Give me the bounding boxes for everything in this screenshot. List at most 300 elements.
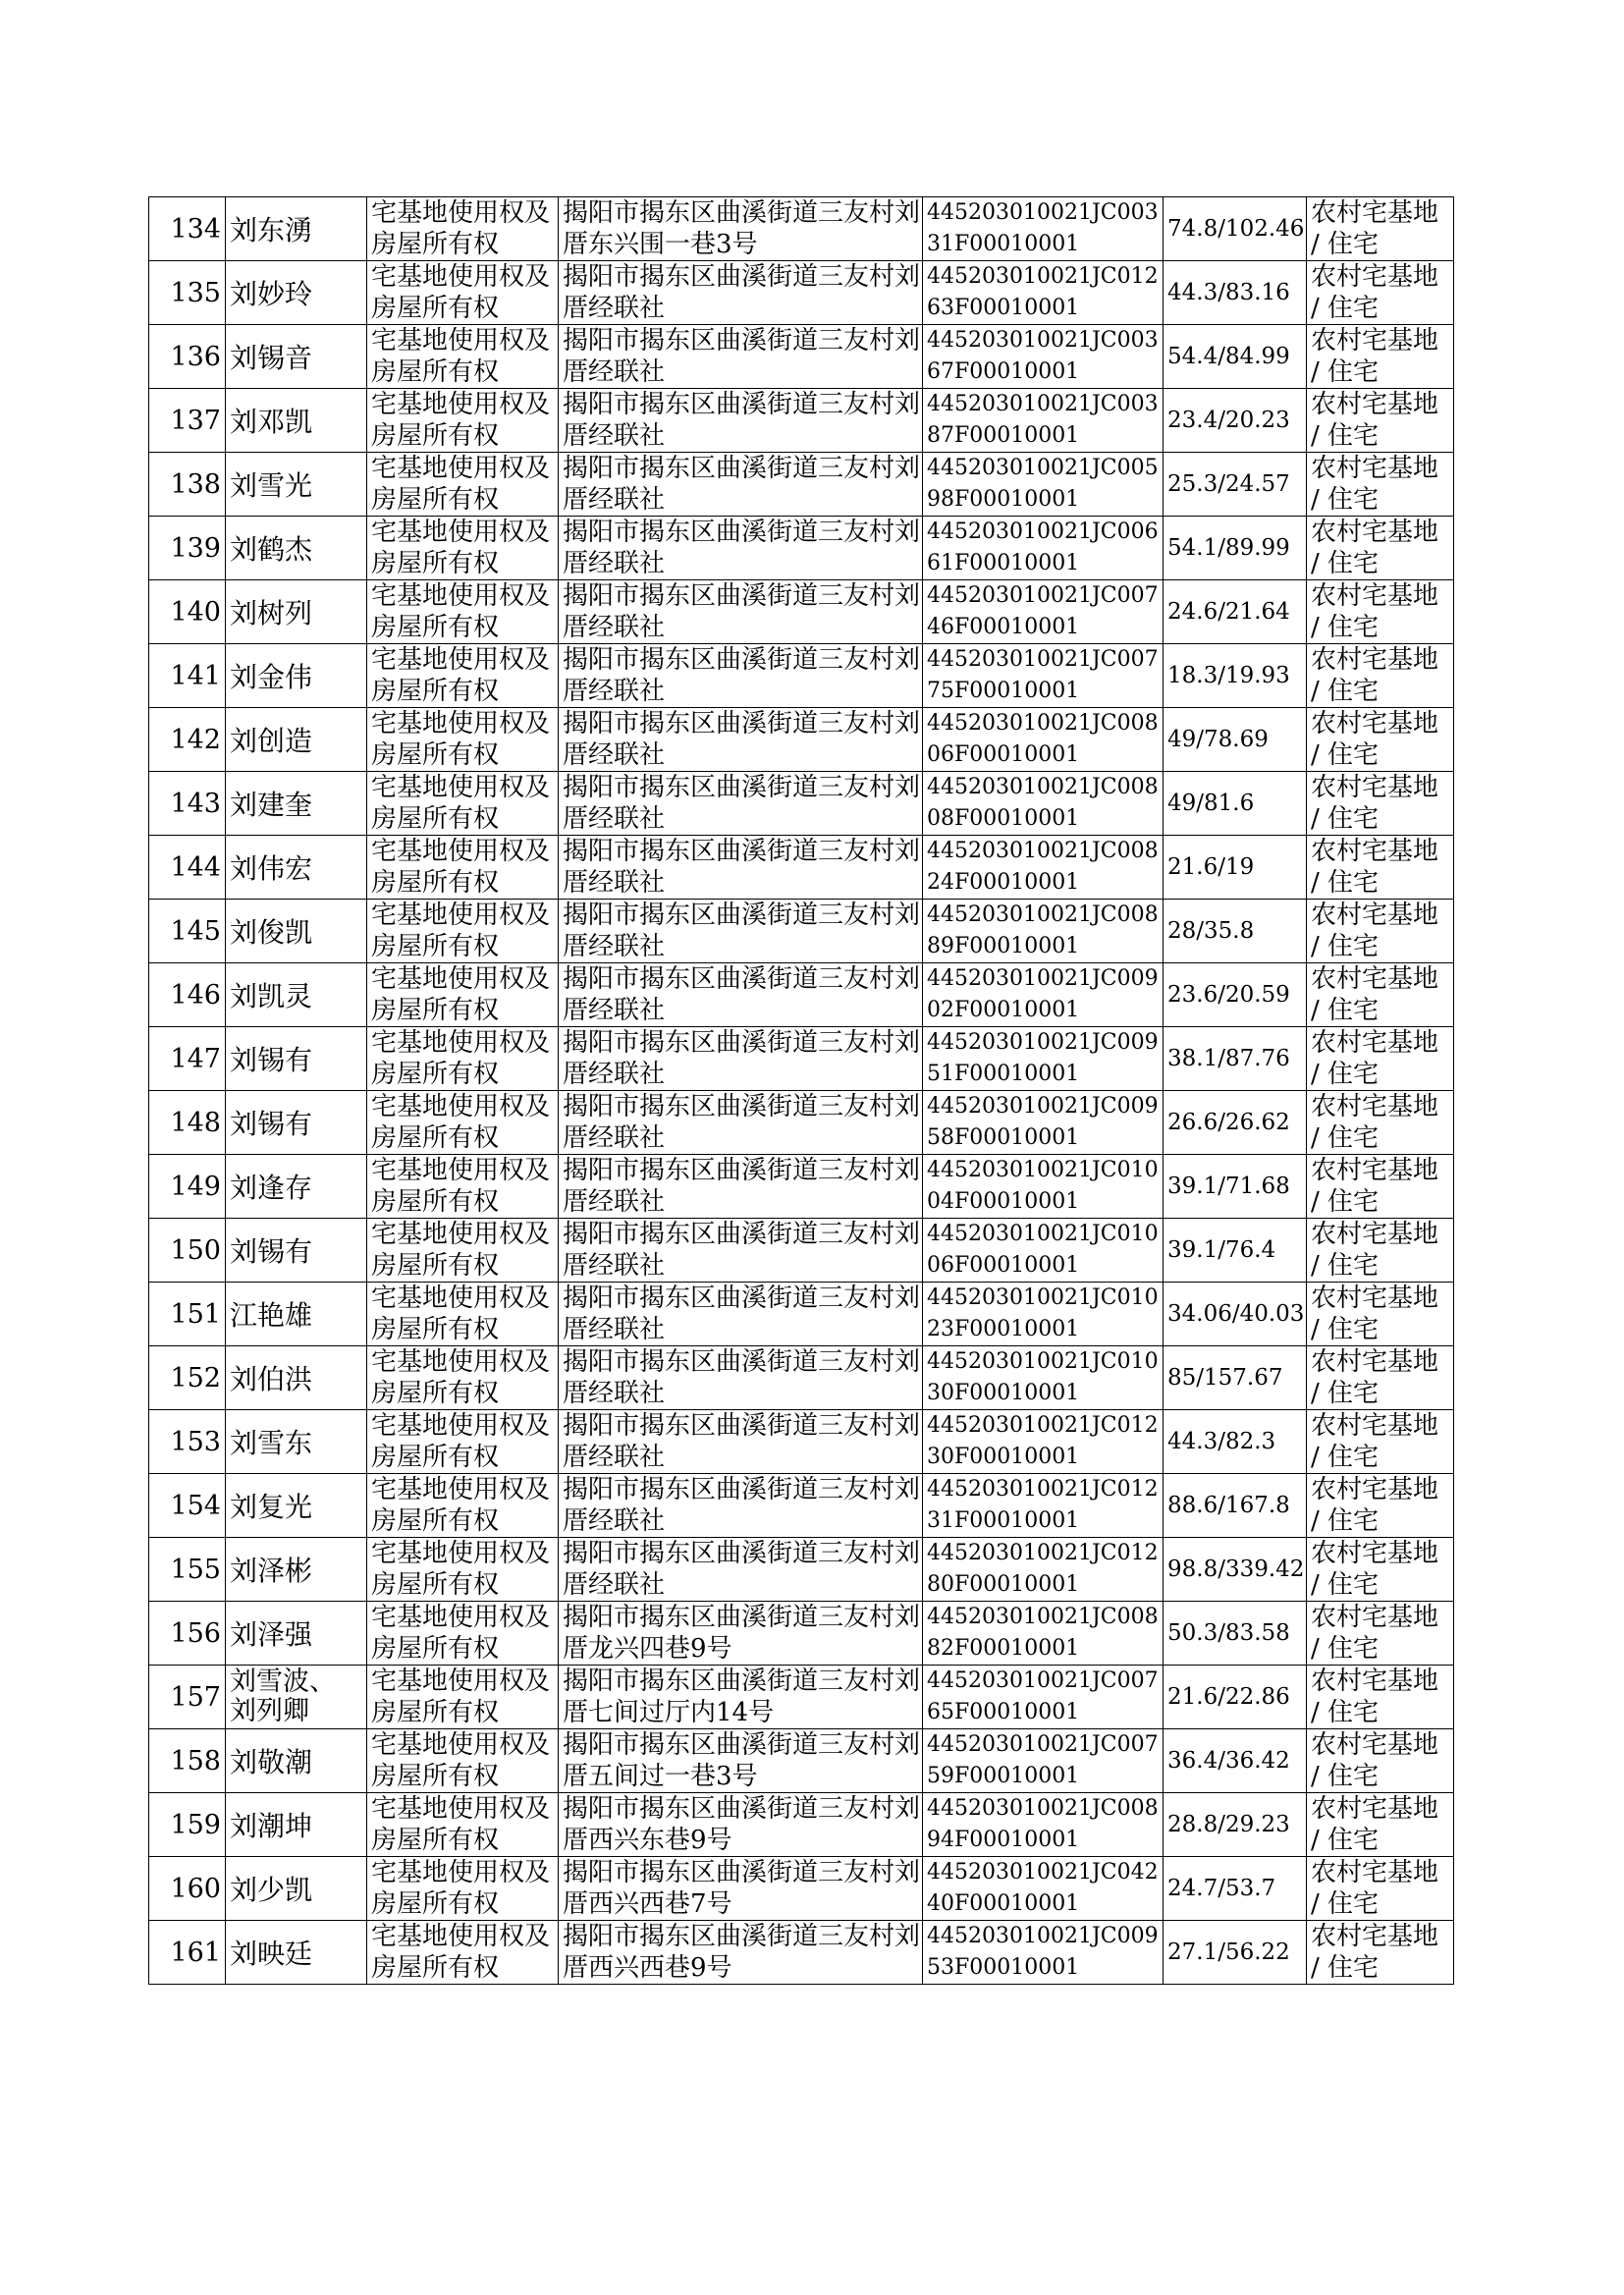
land-use-cell: [1307, 900, 1454, 963]
area-value: 44.3/82.3: [1167, 1429, 1276, 1454]
table-row: [149, 1857, 1454, 1921]
property-address: 揭阳市揭东区曲溪街道三友村刘厝经联社: [563, 1475, 921, 1536]
owner-name: 刘复光: [230, 1491, 313, 1523]
land-use-cell: [1307, 580, 1454, 644]
right-type-cell: [367, 772, 559, 836]
unit-code-cell: [923, 644, 1164, 708]
right-type: 宅基地使用权及房屋所有权: [371, 1730, 551, 1791]
row-number: 146: [170, 979, 221, 1011]
right-type-cell: [367, 1538, 559, 1602]
row-number: 154: [170, 1490, 221, 1521]
unit-code: 445203010021JC04240F00010001: [927, 1860, 1159, 1916]
unit-code: 445203010021JC00902F00010001: [927, 966, 1159, 1022]
row-number-cell: [149, 1346, 226, 1410]
land-use: 农村宅基地 / 住宅: [1311, 645, 1439, 706]
row-number: 142: [170, 724, 221, 755]
owner-name: 刘树列: [230, 597, 313, 629]
land-use: 农村宅基地 / 住宅: [1311, 1092, 1439, 1153]
property-address-cell: [559, 1155, 923, 1219]
area-value-cell: [1164, 197, 1307, 261]
unit-code-cell: [923, 1027, 1164, 1091]
right-type-cell: [367, 1219, 559, 1283]
unit-code-cell: [923, 963, 1164, 1027]
land-use: 农村宅基地 / 住宅: [1311, 1539, 1439, 1600]
unit-code-cell: [923, 261, 1164, 325]
property-address-cell: [559, 963, 923, 1027]
owner-name-cell: [226, 1346, 367, 1410]
unit-code: 445203010021JC01263F00010001: [927, 264, 1159, 320]
unit-code: 445203010021JC00958F00010001: [927, 1094, 1159, 1150]
unit-code: 445203010021JC00661F00010001: [927, 519, 1159, 575]
land-use-cell: [1307, 1921, 1454, 1985]
property-address: 揭阳市揭东区曲溪街道三友村刘厝经联社: [563, 837, 921, 898]
property-address: 揭阳市揭东区曲溪街道三友村刘厝经联社: [563, 709, 921, 770]
right-type-cell: [367, 1474, 559, 1538]
owner-name: 刘伟宏: [230, 852, 313, 885]
land-use-cell: [1307, 1410, 1454, 1474]
area-value: 39.1/71.68: [1167, 1174, 1290, 1199]
unit-code-cell: [923, 197, 1164, 261]
owner-name: 刘锡有: [230, 1044, 313, 1076]
property-address-cell: [559, 1729, 923, 1793]
row-number: 152: [170, 1362, 221, 1393]
table-row: [149, 1793, 1454, 1857]
table-row: [149, 453, 1454, 517]
right-type: 宅基地使用权及房屋所有权: [371, 901, 551, 961]
row-number: 141: [170, 660, 221, 691]
right-type-cell: [367, 963, 559, 1027]
right-type: 宅基地使用权及房屋所有权: [371, 1028, 551, 1089]
table-row: [149, 1921, 1454, 1985]
right-type-cell: [367, 1091, 559, 1155]
owner-name: 刘锡有: [230, 1108, 313, 1140]
right-type: 宅基地使用权及房屋所有权: [371, 581, 551, 642]
right-type-cell: [367, 580, 559, 644]
area-value-cell: [1164, 836, 1307, 900]
area-value-cell: [1164, 644, 1307, 708]
land-use: 农村宅基地 / 住宅: [1311, 518, 1439, 578]
right-type: 宅基地使用权及房屋所有权: [371, 645, 551, 706]
row-number: 134: [170, 213, 221, 245]
owner-name-cell: [226, 1602, 367, 1666]
area-value: 23.4/20.23: [1167, 408, 1290, 433]
owner-name-cell: [226, 1283, 367, 1346]
table-row: [149, 325, 1454, 389]
right-type-cell: [367, 1346, 559, 1410]
area-value: 28/35.8: [1167, 918, 1255, 944]
area-value: 24.7/53.7: [1167, 1876, 1276, 1901]
land-use: 农村宅基地 / 住宅: [1311, 709, 1439, 770]
property-address: 揭阳市揭东区曲溪街道三友村刘厝经联社: [563, 1156, 921, 1217]
owner-name: 刘建奎: [230, 789, 313, 821]
area-value-cell: [1164, 900, 1307, 963]
property-address: 揭阳市揭东区曲溪街道三友村刘厝经联社: [563, 1092, 921, 1153]
row-number-cell: [149, 1474, 226, 1538]
right-type-cell: [367, 1857, 559, 1921]
owner-name-cell: [226, 708, 367, 772]
area-value: 85/157.67: [1167, 1365, 1283, 1391]
row-number-cell: [149, 1729, 226, 1793]
area-value-cell: [1164, 1155, 1307, 1219]
right-type: 宅基地使用权及房屋所有权: [371, 1858, 551, 1919]
land-use: 农村宅基地 / 住宅: [1311, 1858, 1439, 1919]
table-row: [149, 261, 1454, 325]
property-address: 揭阳市揭东区曲溪街道三友村刘厝经联社: [563, 773, 921, 834]
row-number-cell: [149, 325, 226, 389]
land-use-cell: [1307, 1155, 1454, 1219]
unit-code-cell: [923, 325, 1164, 389]
land-use-cell: [1307, 1602, 1454, 1666]
property-address: 揭阳市揭东区曲溪街道三友村刘厝西兴西巷7号: [563, 1858, 921, 1919]
owner-name-cell: [226, 197, 367, 261]
owner-name: 刘锡音: [230, 342, 313, 374]
area-value-cell: [1164, 1602, 1307, 1666]
right-type-cell: [367, 1921, 559, 1985]
area-value-cell: [1164, 261, 1307, 325]
row-number: 139: [170, 532, 221, 564]
unit-code-cell: [923, 1474, 1164, 1538]
table-row: [149, 963, 1454, 1027]
property-address: 揭阳市揭东区曲溪街道三友村刘厝经联社: [563, 581, 921, 642]
area-value: 49/78.69: [1167, 727, 1269, 752]
area-value: 39.1/76.4: [1167, 1237, 1276, 1263]
owner-name: 刘泽强: [230, 1618, 313, 1651]
property-address-cell: [559, 644, 923, 708]
property-address: 揭阳市揭东区曲溪街道三友村刘厝经联社: [563, 1028, 921, 1089]
table-row: [149, 708, 1454, 772]
owner-name-cell: [226, 1666, 367, 1729]
row-number-cell: [149, 708, 226, 772]
unit-code-cell: [923, 708, 1164, 772]
right-type-cell: [367, 1602, 559, 1666]
unit-code-cell: [923, 389, 1164, 453]
row-number: 145: [170, 915, 221, 947]
unit-code-cell: [923, 772, 1164, 836]
area-value-cell: [1164, 1474, 1307, 1538]
land-use: 农村宅基地 / 住宅: [1311, 964, 1439, 1025]
right-type: 宅基地使用权及房屋所有权: [371, 1667, 551, 1727]
property-address-cell: [559, 389, 923, 453]
right-type-cell: [367, 1155, 559, 1219]
property-address-cell: [559, 772, 923, 836]
owner-name-cell: [226, 1091, 367, 1155]
unit-code: 445203010021JC00806F00010001: [927, 711, 1159, 767]
area-value: 34.06/40.03: [1167, 1301, 1305, 1327]
right-type-cell: [367, 1666, 559, 1729]
row-number: 160: [170, 1873, 221, 1904]
unit-code-cell: [923, 1283, 1164, 1346]
area-value: 74.8/102.46: [1167, 216, 1305, 242]
unit-code-cell: [923, 1219, 1164, 1283]
land-use-cell: [1307, 1219, 1454, 1283]
area-value-cell: [1164, 389, 1307, 453]
property-address: 揭阳市揭东区曲溪街道三友村刘厝经联社: [563, 1220, 921, 1281]
property-address-cell: [559, 836, 923, 900]
owner-name: 刘凯灵: [230, 980, 313, 1012]
right-type-cell: [367, 1283, 559, 1346]
property-address: 揭阳市揭东区曲溪街道三友村刘厝东兴围一巷3号: [563, 198, 921, 259]
unit-code: 445203010021JC00367F00010001: [927, 328, 1159, 384]
land-use-cell: [1307, 708, 1454, 772]
property-address: 揭阳市揭东区曲溪街道三友村刘厝经联社: [563, 262, 921, 323]
unit-code-cell: [923, 1602, 1164, 1666]
right-type: 宅基地使用权及房屋所有权: [371, 1922, 551, 1983]
row-number-cell: [149, 261, 226, 325]
unit-code-cell: [923, 1857, 1164, 1921]
area-value-cell: [1164, 772, 1307, 836]
owner-name: 刘伯洪: [230, 1363, 313, 1395]
land-use-cell: [1307, 389, 1454, 453]
property-address: 揭阳市揭东区曲溪街道三友村刘厝经联社: [563, 326, 921, 387]
table-body: [149, 197, 1454, 1985]
area-value-cell: [1164, 453, 1307, 517]
area-value-cell: [1164, 325, 1307, 389]
owner-name-cell: [226, 325, 367, 389]
property-address-cell: [559, 1921, 923, 1985]
registry-table: [148, 196, 1454, 1985]
unit-code: 445203010021JC00951F00010001: [927, 1030, 1159, 1086]
property-address: 揭阳市揭东区曲溪街道三友村刘厝经联社: [563, 645, 921, 706]
row-number-cell: [149, 772, 226, 836]
unit-code: 445203010021JC00889F00010001: [927, 902, 1159, 958]
property-address: 揭阳市揭东区曲溪街道三友村刘厝经联社: [563, 518, 921, 578]
unit-code: 445203010021JC00775F00010001: [927, 647, 1159, 703]
owner-name: 刘少凯: [230, 1874, 313, 1906]
unit-code: 445203010021JC01230F00010001: [927, 1413, 1159, 1469]
property-address-cell: [559, 1474, 923, 1538]
owner-name: 刘泽彬: [230, 1555, 313, 1587]
unit-code: 445203010021JC00882F00010001: [927, 1605, 1159, 1661]
row-number-cell: [149, 1857, 226, 1921]
row-number: 140: [170, 596, 221, 628]
area-value: 25.3/24.57: [1167, 471, 1290, 497]
unit-code: 445203010021JC00331F00010001: [927, 200, 1159, 256]
owner-name-cell: [226, 1793, 367, 1857]
land-use-cell: [1307, 1283, 1454, 1346]
row-number-cell: [149, 1793, 226, 1857]
property-address: 揭阳市揭东区曲溪街道三友村刘厝经联社: [563, 1411, 921, 1472]
owner-name-cell: [226, 453, 367, 517]
property-address: 揭阳市揭东区曲溪街道三友村刘厝五间过一巷3号: [563, 1730, 921, 1791]
row-number-cell: [149, 644, 226, 708]
property-address-cell: [559, 1027, 923, 1091]
land-use-cell: [1307, 325, 1454, 389]
owner-name-cell: [226, 1027, 367, 1091]
right-type-cell: [367, 389, 559, 453]
area-value-cell: [1164, 963, 1307, 1027]
owner-name: 刘逢存: [230, 1172, 313, 1204]
owner-name-cell: [226, 836, 367, 900]
right-type: 宅基地使用权及房屋所有权: [371, 1092, 551, 1153]
area-value: 21.6/22.86: [1167, 1684, 1290, 1710]
row-number: 143: [170, 788, 221, 819]
right-type-cell: [367, 517, 559, 580]
unit-code: 445203010021JC01030F00010001: [927, 1349, 1159, 1405]
property-address: 揭阳市揭东区曲溪街道三友村刘厝经联社: [563, 1347, 921, 1408]
area-value-cell: [1164, 1857, 1307, 1921]
owner-name: 刘金伟: [230, 661, 313, 693]
row-number: 161: [170, 1937, 221, 1968]
property-address-cell: [559, 1666, 923, 1729]
area-value-cell: [1164, 1027, 1307, 1091]
land-use-cell: [1307, 963, 1454, 1027]
right-type: 宅基地使用权及房屋所有权: [371, 1156, 551, 1217]
unit-code-cell: [923, 836, 1164, 900]
area-value: 50.3/83.58: [1167, 1620, 1290, 1646]
area-value: 18.3/19.93: [1167, 663, 1290, 688]
land-use: 农村宅基地 / 住宅: [1311, 1922, 1439, 1983]
property-address: 揭阳市揭东区曲溪街道三友村刘厝经联社: [563, 964, 921, 1025]
unit-code-cell: [923, 1729, 1164, 1793]
unit-code: 445203010021JC00894F00010001: [927, 1796, 1159, 1852]
table-row: [149, 389, 1454, 453]
property-address-cell: [559, 197, 923, 261]
owner-name: 刘邓凯: [230, 406, 313, 438]
area-value: 27.1/56.22: [1167, 1940, 1290, 1965]
row-number: 147: [170, 1043, 221, 1074]
unit-code: 445203010021JC00824F00010001: [927, 839, 1159, 895]
right-type: 宅基地使用权及房屋所有权: [371, 1347, 551, 1408]
unit-code: 445203010021JC01280F00010001: [927, 1541, 1159, 1597]
table-row: [149, 644, 1454, 708]
right-type-cell: [367, 1729, 559, 1793]
right-type-cell: [367, 1410, 559, 1474]
row-number-cell: [149, 453, 226, 517]
land-use-cell: [1307, 1729, 1454, 1793]
unit-code-cell: [923, 900, 1164, 963]
row-number: 157: [170, 1681, 221, 1713]
area-value: 54.4/84.99: [1167, 344, 1290, 369]
right-type: 宅基地使用权及房屋所有权: [371, 1411, 551, 1472]
unit-code-cell: [923, 1155, 1164, 1219]
unit-code-cell: [923, 1410, 1164, 1474]
right-type: 宅基地使用权及房屋所有权: [371, 1475, 551, 1536]
land-use: 农村宅基地 / 住宅: [1311, 198, 1439, 259]
unit-code-cell: [923, 1538, 1164, 1602]
property-address: 揭阳市揭东区曲溪街道三友村刘厝经联社: [563, 901, 921, 961]
land-use: 农村宅基地 / 住宅: [1311, 1284, 1439, 1344]
land-use-cell: [1307, 1346, 1454, 1410]
owner-name-cell: [226, 580, 367, 644]
owner-name: 刘鹤杰: [230, 533, 313, 566]
area-value: 88.6/167.8: [1167, 1493, 1290, 1518]
unit-code-cell: [923, 580, 1164, 644]
right-type: 宅基地使用权及房屋所有权: [371, 1284, 551, 1344]
property-address: 揭阳市揭东区曲溪街道三友村刘厝七间过厅内14号: [563, 1667, 921, 1727]
area-value: 54.1/89.99: [1167, 535, 1290, 561]
area-value-cell: [1164, 1793, 1307, 1857]
owner-name: 刘妙玲: [230, 278, 313, 310]
unit-code-cell: [923, 1666, 1164, 1729]
owner-name: 刘映廷: [230, 1938, 313, 1970]
owner-name: 刘俊凯: [230, 916, 313, 949]
row-number-cell: [149, 580, 226, 644]
property-address-cell: [559, 1857, 923, 1921]
row-number-cell: [149, 1091, 226, 1155]
property-address-cell: [559, 1346, 923, 1410]
unit-code: 445203010021JC00765F00010001: [927, 1668, 1159, 1724]
area-value-cell: [1164, 580, 1307, 644]
row-number: 135: [170, 277, 221, 308]
right-type-cell: [367, 1793, 559, 1857]
land-use: 农村宅基地 / 住宅: [1311, 1156, 1439, 1217]
row-number-cell: [149, 836, 226, 900]
property-address: 揭阳市揭东区曲溪街道三友村刘厝经联社: [563, 1539, 921, 1600]
right-type: 宅基地使用权及房屋所有权: [371, 1794, 551, 1855]
row-number: 136: [170, 341, 221, 372]
row-number-cell: [149, 1602, 226, 1666]
unit-code-cell: [923, 517, 1164, 580]
land-use-cell: [1307, 1027, 1454, 1091]
table-row: [149, 580, 1454, 644]
property-address: 揭阳市揭东区曲溪街道三友村刘厝龙兴四巷9号: [563, 1603, 921, 1664]
unit-code-cell: [923, 453, 1164, 517]
owner-name-cell: [226, 1857, 367, 1921]
row-number-cell: [149, 1666, 226, 1729]
table-row: [149, 772, 1454, 836]
owner-name-cell: [226, 517, 367, 580]
area-value: 98.8/339.42: [1167, 1557, 1305, 1582]
land-use-cell: [1307, 261, 1454, 325]
owner-name: 刘雪光: [230, 469, 313, 502]
property-address-cell: [559, 1538, 923, 1602]
row-number-cell: [149, 1410, 226, 1474]
table-row: [149, 1091, 1454, 1155]
area-value-cell: [1164, 1346, 1307, 1410]
row-number: 158: [170, 1745, 221, 1776]
land-use: 农村宅基地 / 住宅: [1311, 1730, 1439, 1791]
table-row: [149, 1666, 1454, 1729]
row-number-cell: [149, 517, 226, 580]
land-use-cell: [1307, 197, 1454, 261]
land-use: 农村宅基地 / 住宅: [1311, 326, 1439, 387]
property-address-cell: [559, 325, 923, 389]
right-type: 宅基地使用权及房屋所有权: [371, 837, 551, 898]
owner-name: 刘雪东: [230, 1427, 313, 1459]
row-number-cell: [149, 1538, 226, 1602]
land-use: 农村宅基地 / 住宅: [1311, 1794, 1439, 1855]
land-use-cell: [1307, 453, 1454, 517]
owner-name-cell: [226, 900, 367, 963]
right-type: 宅基地使用权及房屋所有权: [371, 262, 551, 323]
owner-name: 刘东湧: [230, 214, 313, 246]
row-number-cell: [149, 389, 226, 453]
land-use: 农村宅基地 / 住宅: [1311, 1347, 1439, 1408]
row-number: 137: [170, 405, 221, 436]
area-value: 44.3/83.16: [1167, 280, 1290, 305]
land-use-cell: [1307, 1793, 1454, 1857]
property-address: 揭阳市揭东区曲溪街道三友村刘厝经联社: [563, 390, 921, 451]
property-address-cell: [559, 1283, 923, 1346]
right-type: 宅基地使用权及房屋所有权: [371, 1539, 551, 1600]
unit-code-cell: [923, 1793, 1164, 1857]
unit-code: 445203010021JC01231F00010001: [927, 1477, 1159, 1533]
land-use-cell: [1307, 1474, 1454, 1538]
land-use: 农村宅基地 / 住宅: [1311, 1028, 1439, 1089]
table-row: [149, 1474, 1454, 1538]
owner-name-cell: [226, 644, 367, 708]
row-number: 149: [170, 1171, 221, 1202]
area-value: 21.6/19: [1167, 854, 1255, 880]
unit-code: 445203010021JC01006F00010001: [927, 1222, 1159, 1278]
area-value-cell: [1164, 1091, 1307, 1155]
owner-name-cell: [226, 261, 367, 325]
table-row: [149, 1027, 1454, 1091]
owner-name-cell: [226, 1729, 367, 1793]
table-row: [149, 900, 1454, 963]
owner-name: 刘雪波、刘列卿: [230, 1667, 336, 1726]
right-type: 宅基地使用权及房屋所有权: [371, 390, 551, 451]
